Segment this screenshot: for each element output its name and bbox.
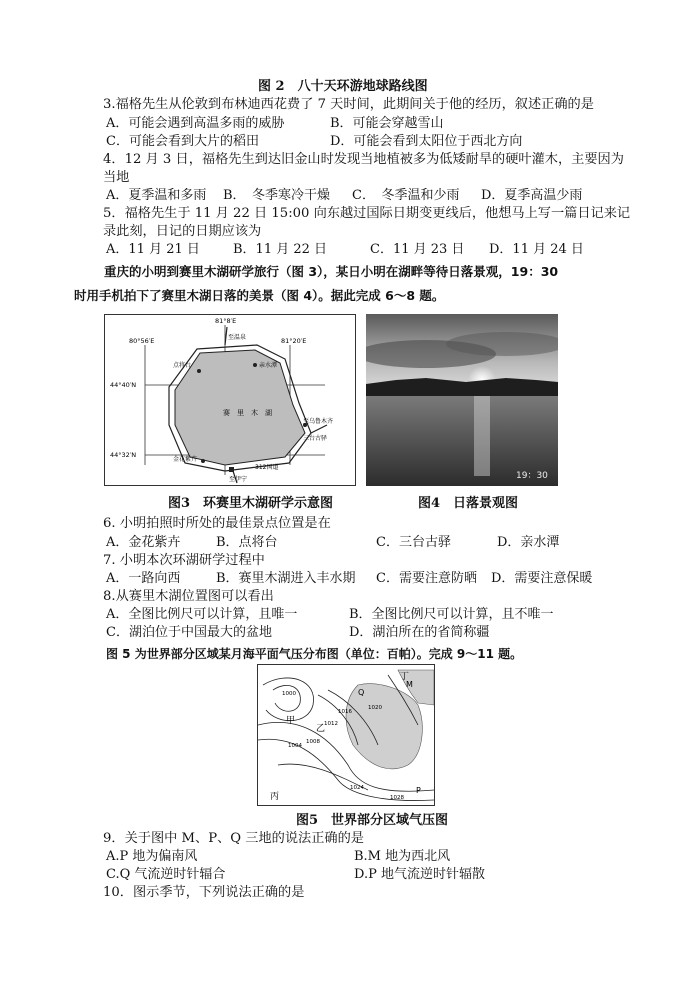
- fig4-photo: [366, 314, 558, 486]
- isobar: [263, 678, 314, 721]
- fig3-label-to-urumqi: 至乌鲁木齐: [303, 418, 334, 425]
- q5-option-b: B．11 月 22 日: [233, 242, 328, 257]
- fig4-caption: 图4 日落景观图: [418, 496, 519, 511]
- fig3-label-qinshuitan: 亲水潭: [259, 362, 278, 369]
- q8-option-a: A．全图比例尺可以计算，且唯一: [106, 607, 298, 622]
- fig3-label-dianjiangtai: 点将台: [173, 362, 192, 369]
- fig5-map-svg: [258, 665, 434, 805]
- fig5-map: [257, 664, 435, 806]
- q8-option-c: C．湖泊位于中国最大的盆地: [106, 625, 272, 640]
- marker: [229, 467, 234, 472]
- q8-option-d: D．湖泊所在的省简称疆: [349, 625, 490, 640]
- lake-shape: [175, 350, 305, 465]
- q5-stem-line1: 5．福格先生于 11 月 22 日 15:00 向东越过国际日期变更线后，他想马上写一篇日记来记: [103, 206, 631, 221]
- fig3-map: [104, 314, 356, 486]
- fig5-isobar-label: 1016: [338, 709, 352, 715]
- q9-stem: 9．关于图中 M、P、Q 三地的说法正确的是: [103, 831, 364, 846]
- intro-6-8-line2: 时用手机拍下了赛里木湖日落的美景（图 4）。据此完成 6～8 题。: [74, 288, 445, 303]
- q7-option-d: D．需要注意保暖: [491, 571, 593, 586]
- fig3-label-hot-spring: 至温泉: [228, 334, 247, 341]
- marker: [253, 363, 257, 367]
- q4-stem-line2: 当地: [103, 170, 130, 185]
- fig3-label-jinhua: 金花紫卉: [173, 456, 198, 463]
- q9-option-b: B.M 地为西北风: [354, 849, 451, 864]
- q6-stem: 6. 小明拍照时所处的最佳景点位置是在: [103, 516, 331, 531]
- fig5-label-jia: 甲: [286, 716, 296, 726]
- fig3-label-road312: 312国道: [255, 464, 279, 471]
- fig4-photo-svg: [366, 314, 558, 486]
- q4-option-d: D．夏季高温少雨: [481, 188, 583, 203]
- fig5-isobar-label: 1012: [324, 721, 338, 727]
- q6-option-d: D．亲水潭: [497, 535, 560, 550]
- q5-option-a: A．11 月 21 日: [106, 242, 200, 257]
- q9-option-a: A.P 地为偏南风: [106, 849, 198, 864]
- fig5-label-yi: 乙: [316, 724, 326, 734]
- fig5-label-m: M: [406, 680, 413, 689]
- fig3-label-santai: 三台古驿: [303, 435, 328, 442]
- fig3-lat-top: 44°40′N: [110, 381, 137, 389]
- q10-stem: 10．图示季节，下列说法正确的是: [103, 885, 305, 900]
- q3-option-a: A．可能会遇到高温多雨的威胁: [106, 116, 285, 131]
- fig5-isobar-label: 1000: [282, 691, 296, 697]
- q7-stem: 7. 小明本次环湖研学过程中: [103, 553, 265, 568]
- q7-option-b: B．赛里木湖进入丰水期: [216, 571, 356, 586]
- q4-stem-line1: 4．12 月 3 日，福格先生到达旧金山时发现当地植被多为低矮耐旱的硬叶灌木，主要因为: [103, 152, 624, 167]
- fig5-label-bing: 丙: [270, 792, 280, 802]
- fig2-caption: 图 2 八十天环游地球路线图: [258, 79, 428, 94]
- fig4-timestamp: 19：30: [516, 471, 548, 481]
- fig5-label-ding: 丁: [400, 672, 410, 682]
- q5-option-c: C．11 月 23 日: [370, 242, 465, 257]
- fig5-caption: 图5 世界部分区域气压图: [296, 813, 449, 828]
- q8-stem: 8.从赛里木湖位置图可以看出: [103, 589, 274, 604]
- road-east: [311, 425, 327, 433]
- fig3-lon-top: 81°8′E: [215, 317, 237, 325]
- q4-option-c: C． 冬季温和少雨: [352, 188, 460, 203]
- fig5-isobar-label: 1028: [390, 795, 404, 801]
- fig5-label-p: P: [416, 786, 421, 795]
- q3-option-b: B．可能会穿越雪山: [330, 116, 444, 131]
- fig3-label-to-yining: 至伊宁: [229, 476, 248, 483]
- q7-option-c: C．需要注意防晒: [376, 571, 477, 586]
- marker: [197, 369, 201, 373]
- q6-option-b: B．点将台: [216, 535, 278, 550]
- q6-option-a: A．金花紫卉: [106, 535, 181, 550]
- fig5-isobar-label: 1004: [288, 743, 302, 749]
- fig3-lon-right: 81°20′E: [281, 337, 307, 345]
- fig3-caption: 图3 环赛里木湖研学示意图: [168, 496, 334, 511]
- q3-option-d: D．可能会看到太阳位于西北方向: [330, 134, 523, 149]
- q5-stem-line2: 录此刻，日记的日期应该为: [103, 224, 262, 239]
- q6-option-c: C．三台古驿: [376, 535, 451, 550]
- fig5-isobar-label: 1008: [306, 739, 320, 745]
- fig5-isobar-label: 1020: [368, 705, 382, 711]
- q4-option-b: B． 冬季寒冷干燥: [223, 188, 331, 203]
- fig3-map-svg: [105, 315, 355, 485]
- fig3-lon-left: 80°56′E: [129, 337, 155, 345]
- q4-option-a: A．夏季温和多雨: [106, 188, 207, 203]
- fig3-lat-bottom: 44°32′N: [110, 451, 137, 459]
- q3-stem: 3.福格先生从伦敦到布林迪西花费了 7 天时间，此期间关于他的经历，叙述正确的是: [103, 97, 594, 112]
- q7-option-a: A．一路向西: [106, 571, 181, 586]
- fig3-lake-name: 赛 里 木 湖: [223, 409, 272, 417]
- isobar: [273, 685, 300, 711]
- q9-option-c: C.Q 气流逆时针辐合: [106, 867, 226, 882]
- intro-6-8-line1: 重庆的小明到赛里木湖研学旅行（图 3），某日小明在湖畔等待日落景观，19：30: [104, 264, 559, 279]
- sun-reflection: [474, 396, 490, 476]
- marker: [201, 459, 205, 463]
- q3-option-c: C．可能会看到大片的稻田: [106, 134, 259, 149]
- q8-option-b: B．全图比例尺可以计算，且不唯一: [349, 607, 554, 622]
- q5-option-d: D．11 月 24 日: [489, 242, 584, 257]
- q9-option-d: D.P 地气流逆时针辐散: [354, 867, 485, 882]
- intro-9-11: 图 5 为世界部分区域某月海平面气压分布图（单位：百帕）。完成 9～11 题。: [106, 647, 523, 661]
- fig5-isobar-label: 1024: [350, 785, 364, 791]
- fig5-label-q: Q: [358, 688, 365, 697]
